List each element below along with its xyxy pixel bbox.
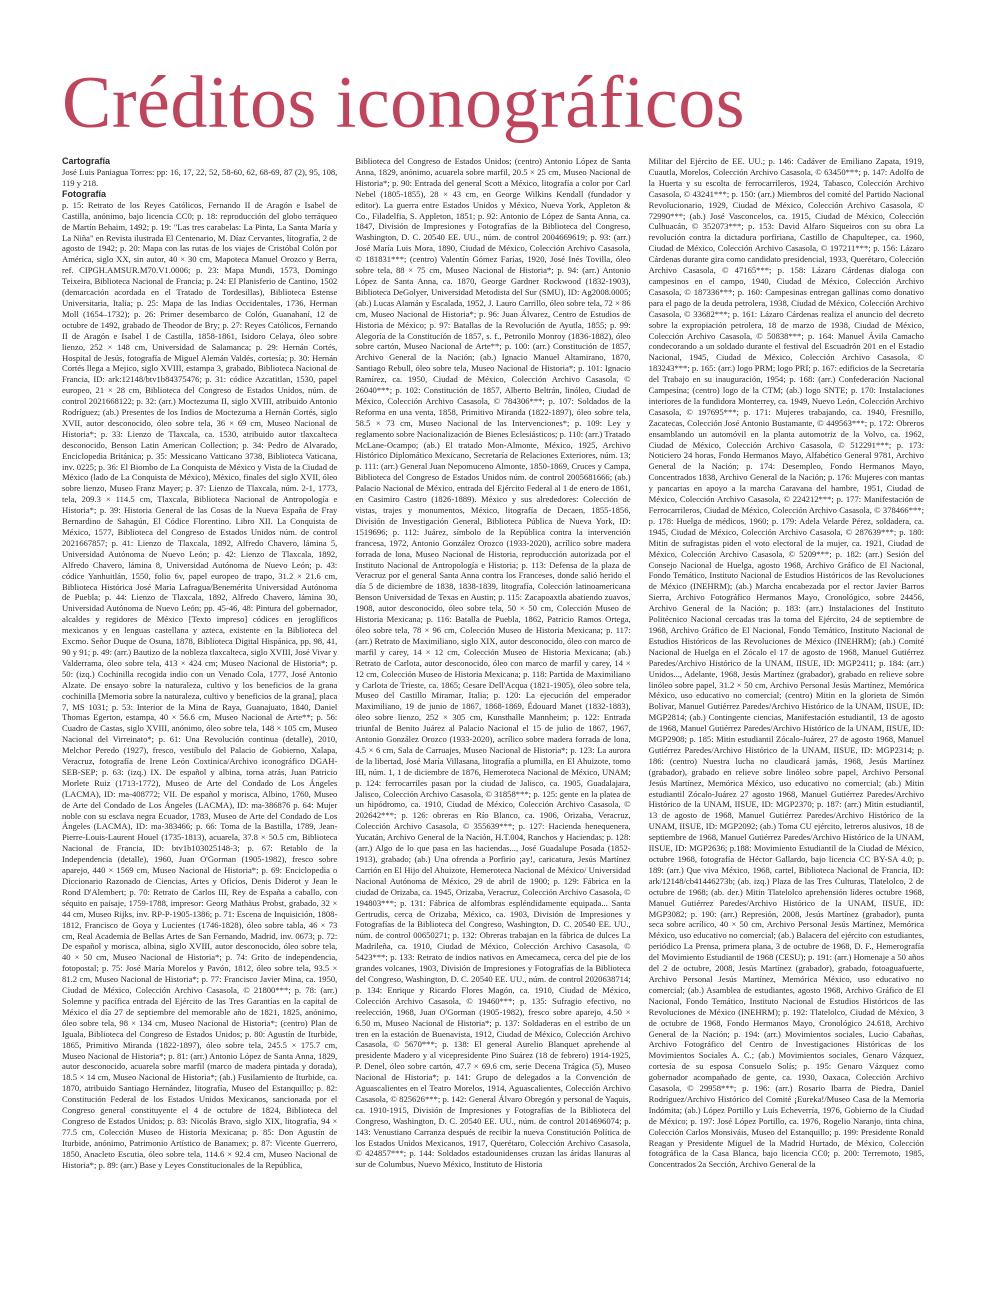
column-1 <box>62 156 337 1268</box>
column-text: Biblioteca del Congreso de Estados Unidos; (centro) Antonio López de Santa Anna, 1829, anónimo, acuarela sobre marfil, 20.5 × 25 cm, Museo Nacional de Historia*; p. 90: Entrada del general Scott a México, litografía a color por Carl Nebel (1805-1855), 28 × 43 cm, en George Wilkins Kendall (fundador y editor). La guerra entre Estados Unidos y México, Nueva York, Appleton & Co., Filadelfia, S. Appleton, 1851; p. 92: Antonio de López de Santa Anna, ca. 1847, División de Impresiones y Fotografías de la Biblioteca del Congreso, Washington, D. C. 20540 EE. UU., núm. de control 2004669619; p. 93: (arr.) José María Luis Mora, 1890, Ciudad de México, Colección Archivo Casasola, © 181831***; (centro) Valentín Gómez Farías, 1920, José Inés Tovilla, óleo sobre tela, 88 × 75 cm, Museo Nacional de Historia*; p. 94: (arr.) Antonio López de Santa Anna, ca. 1870, George Gardner Rockwood (1832-1903), Biblioteca DeGolyer, Universidad Metodista del Sur (SMU), ID: Ag2008.0005; (ab.) Lucas Alamán y Escalada, 1952, J. Lauro Carrillo, óleo sobre tela, 72 × 86 cm, Museo Nacional de Historia*; p. 96: Juan Álvarez, Centro de Estudios de Historia de México; p. 97: Batallas de la Revolución de Ayutla, 1855; p. 99: Alegoría de la Constitución de 1857, s. f., Petronilo Monroy (1836-1882), óleo sobre cartón, Museo Nacional de Arte**; p. 100: (arr.) Constitución de 1857, Archivo General de la Nación; (ab.) Ignacio Manuel Altamirano, 1870, Santiago Rebull, óleo sobre tela, Museo Nacional de Historia*; p. 101: Ignacio Ramírez, ca. 1950, Ciudad de México, Colección Archivo Casasola, © 26040***; p. 102: Constitución de 1857, Alberto Beltrán, linóleo, Ciudad de México, Colección Archivo Casasola, © 784306***; p. 107: Soldados de la Reforma en una venta, 1858, Primitivo Miranda (1822-1897), óleo sobre tela, 58.5 × 73 cm, Museo Nacional de las Intervenciones*; p. 109: Ley y reglamento sobre Nacionalización de Bienes Eclesiásticos; p. 110: (arr.) Tratado McLane-Ocampo; (ab.) El tratado Mon-Almonte, México, 1925, Archivo Histórico Diplomático Mexicano, Secretaría de Relaciones Exteriores, núm. 13; p. 111: (arr.) General Juan Nepomuceno Almonte, 1850-1869, Cruces y Campa, Biblioteca del Congreso de Estados Unidos núm. de control 2005681666; (ab.) Palacio Nacional de México, entrada del Ejército Federal al 1 de enero de 1861, en Casimiro Castro (1826-1889). México y sus alrededores: Colección de vistas, trajes y monumentos, México, litografía de Decaen, 1855-1856, División de Investigación General, Biblioteca Pública de Nueva York, ID: 1519696; p. 112: Juárez, símbolo de la República contra la intervención francesa, 1972, Antonio González Orozco (1933-2020), acrílico sobre madera forrada de lona, Museo Nacional de Historia, reproducción autorizada por el Instituto Nacional de Antropología e Historia; p. 113: Defensa de la plaza de Veracruz por el general Santa Anna contra los Franceses, donde salió herido el día 5 de diciembre de 1838, 1838-1839, litografía, Colección latinoamericana Benson Universidad de Texas en Austin; p. 115: Zacapoaxtla abatiendo zuavos, 1908, autor desconocido, óleo sobre tela, 50 × 50 cm, Colección Museo de Historia Mexicana; p. 116: Batalla de Puebla, 1862, Patricio Ramos Ortega, óleo sobre tela, 78 × 96 cm, Colección Museo de Historia Mexicana; p. 117: (arr.) Retrato de Maximiliano, siglo XIX, autor desconocido, óleo con marco de marfil y carey, 14 × 12 cm, Colección Museo de Historia Mexicana; (ab.) Retrato de Carlota, autor desconocido, óleo con marco de marfil y carey, 14 × 12 cm, Colección Museo de Historia Mexicana; p. 118: Partida de Maximiliano y Carlota de Trieste, ca. 1865; Cesare Dell'Acqua (1821-1905), óleo sobre tela, Museo del Castillo Miramar, Italia; p. 120: La ejecución del emperador Maximiliano, 19 de junio de 1867, 1868-1869, Édouard Manet (1832-1883), óleo sobre lienzo, 252 × 305 cm, Kunsthalle Mannheim; p. 122: Entrada triunfal de Benito Juárez al Palacio Nacional el 15 de julio de 1867, 1967, Antonio González Orozco (1933-2020), acrílico sobre madera forrada de lona, 4.5 × 6 cm, Sala de Carruajes, Museo Nacional de Historia*; p. 123: La aurora de la libertad, José María Villasana, litografía a plumilla, en El Ahuizote, tomo III, núm. 1, 1 de diciembre de 1876, Hemeroteca Nacional de México, UNAM; p. 124: ferrocarriles pasan por la ciudad de Jalisco, ca. 1905, Guadalajara, Jalisco, Colección Archivo Casasola, © 31858***; p. 125: gente en la platea de un hipódromo, ca. 1910, Ciudad de México, Colección Archivo Casasola, © 202642***; p. 126: obreras en Río Blanco, ca. 1906, Orizaba, Veracruz, Colección Archivo Casasola, © 355639***; p. 127: Hacienda henequenera, Yucatán, Archivo General de la Nación, H.T.004, Ranchos y Haciendas; p. 128: (arr.) Algo de lo que pasa en las haciendas..., José Guadalupe Posada (1852-1913), grabado; (ab.) Una ofrenda a Porfirio ¡ay!, caricatura, Jesús Martínez Carrión en El Hijo del Ahuizote, Hemeroteca Nacional de México/ Universidad Nacional Autónoma de México, 29 de abril de 1900; p. 129: Fábrica en la ciudad de Orizaba, ca. 1945, Orizaba, Veracruz, Colección Archivo Casasola, © 194803***; p. 131: Fábrica de alfombras espléndidamente equipada... Santa Gertrudis, cerca de Orizaba, México, ca. 1903, División de Impresiones y Fotografías de la Biblioteca del Congreso, Washington, D. C. 20540 EE. UU., núm. de control 00650271; p. 132: Obreras trabajan en la fábrica de dulces La Madrileña, ca. 1910, Ciudad de México, Colección Archivo Casasola, © 5423***; p. 133: Retrato de indios nativos en Amecameca, cerca del pie de los grandes volcanes, 1903, División de Impresiones y Fotografías de la Biblioteca del Congreso, Washington, D. C. 20540 EE. UU., núm. de control 2020638714; p. 134: Enrique y Ricardo Flores Magón, ca. 1910, Ciudad de México, Colección Archivo Casasola, © 19460***; p. 135: Sufragio efectivo, no reelección, 1968, Juan O'Gorman (1905-1982), fresco sobre aparejo, 4.50 × 6.50 m, Museo Nacional de Historia*; p. 137: Soldaderas en el estribo de un tren en la estación de Buenavista, 1912, Ciudad de México, Colección Archivo Casasola, © 5670***; p. 138: El general Aurelio Blanquet aprehende al presidente Madero y al vicepresidente Pino Suárez (18 de febrero) 1914-1925, P. Denel, óleo sobre cartón, 47.7 × 69.6 cm, serie Decena Trágica (5), Museo Nacional de Historia*; p. 141: Grupo de delegados a la Convención de Aguascalientes en el Teatro Morelos, 1914, Aguascalientes, Colección Archivo Casasola, © 825626***; p. 142: General Álvaro Obregón y personal de Yaquis, ca. 1910-1915, División de Impresiones y Fotografías de la Biblioteca del Congreso, Washington, D. C. 20540 EE. UU., núm. de control 2014696074; p. 143: Venustiano Carranza después de recibir la nueva Constitución Política de los Estados Unidos Mexicanos, 1917, Querétaro, Colección Archivo Casasola, © 424857***; p. 144: Soldados estadounidenses cruzan las áridas llanuras al sur de Columbus, Nuevo México, Instituto de Historia <box>355 156 631 1170</box>
section-text-cartografia: José Luis Paniagua Torres: pp: 16, 17, 22, 52, 58-60, 62, 68-69, 87 (2), 95, 108, 119 y 218. <box>62 167 338 188</box>
column-2 <box>355 156 630 1268</box>
page-title: Créditos iconográficos <box>62 62 745 144</box>
section-heading-fotografia: Fotografía <box>62 188 106 199</box>
column-text: p. 15: Retrato de los Reyes Católicos, Fernando II de Aragón e Isabel de Castilla, anónimo, bajo licencia CC0; p. 18: reproducción del globo terráqueo de Martín Behaim, 1492; p. 19: "Las tres carabelas: La Pinta, La Santa María y La Niña" en Revista ilustrada El Centenario, M. Díaz Cervantes, litografía, 2 de agosto de 1942; p. 20: Mapa con las rutas de los viajes de Cristóbal Colón por América, siglo XX, sin autor, 40 × 30 cm, Mapoteca Manuel Orozco y Berra, ref. CIPGH.AMSUR.M70.V1.0006; p. 23: Mapa Mundi, 1573, Domingo Teixeira, Biblioteca Nacional de Francia; p. 24: El Planisferio de Cantino, 1502 (demarcación acordada en el Tratado de Tordesillas), Biblioteca Estense Universitaria, Italia; p. 25: Mapa de las Indias Occidentales, 1736, Herman Moll (1654–1732); p. 26: Primer desembarco de Colón, Guanahaní, 12 de octubre de 1492, grabado de Theodor de Bry; p. 27: Reyes Católicos, Fernando II de Aragón e Isabel I de Castilla, 1858-1861, Isidoro Celaya, óleo sobre lienzo, 252 × 148 cm, Universidad de Salamanca; p. 29: Hernán Cortés, Hospital de Jesús, fotografía de Miguel Alemán Valdés, cortesía; p. 30: Hernán Cortés llega a Mejico, siglo XVIII, estampa 3, grabado, Biblioteca Nacional de Francia, ID: ark:12148/btv1b84375476; p. 31: códice Azcatitlan, 1530, papel europeo, 21 × 28 cm, Biblioteca del Congreso de Estados Unidos, núm. de control 2021668122; p. 32: (arr.) Moctezuma II, siglo XVIII, atribuido Antonio Rodríguez; (ab.) Presentes de los Indios de Moctezuma a Hernán Cortés, siglo XVII, autor desconocido, óleo sobre tela, 36 × 69 cm, Museo Nacional de Historia*; p. 33: Lienzo de Tlaxcala, ca. 1530, atribuido autor tlaxcalteca desconocido, Benson Latin American Collection; p. 34: Pedro de Alvarado, Enciclopedia Británica; p. 35: Messicano Vatticano 3738, Biblioteca Vaticana, inv. 0225; p. 36: El Biombo de La Conquista de México y Vista de la Ciudad de México (lado de La Conquista de México), México, finales del siglo XVII, óleo sobre lienzo, Museo Franz Mayer; p. 37: Lienzo de Tlaxcala, núm. 2-1, 1773, tela, 209.3 × 114.5 cm, Tlaxcala, Biblioteca Nacional de Antropología e Historia*; p. 39: Historia General de las Cosas de la Nueva España de Fray Bernardino de Sahagún, El Códice Florentino. Libro XII. La Conquista de México, 1577, Biblioteca del Congreso de Estados Unidos núm. de control 2021667857; p. 41: Lienzo de Tlaxcala, 1892, Alfredo Chavero, lámina 5, Universidad Autónoma de Nuevo León; p. 42: Lienzo de Tlaxcala, 1892, Alfredo Chavero, lámina 8, Universidad Autónoma de Nuevo León; p. 43: códice Yanhuitlán, 1550, folio 6v, papel europeo de trapo, 31.2 × 21.6 cm, Biblioteca Histórica José María Lafragua/Benemérita Universidad Autónoma de Puebla; p. 44: Lienzo de Tlaxcala, 1892, Alfredo Chavero, lámina 30, Universidad Autónoma de Nuevo León; pp. 45-46, 48: Pintura del gobernador, alcaldes y regidores de México [Texto impreso] códices en jeroglíficos mexicanos y en lenguas castellana y azteca, existente en la Biblioteca del Excmo. Señor Duque de Osuna, 1878, Biblioteca Digital Hispánica, pp. 98, 41, 90 y 91; p. 49: (arr.) Bautizo de la nobleza tlaxcalteca, siglo XVIII, José Vivar y Valderrama, óleo sobre tela, 413 × 424 cm; Museo Nacional de Historia*; p. 50: (izq.) Cochinilla recogida indio con un Venado Cola, 1777, José Antonio Alzate. De ensayo sobre la naturaleza, cultivo y los beneficios de la grana cochinilla [Memoria sobre la naturaleza, cultivo y beneficios de la grana], placa 7, MS 1031; p. 53: Interior de la Mina de Raya, Guanajuato, 1840, Daniel Thomas Egerton, estampa, 40 × 56.6 cm, Museo Nacional de Arte**; p. 56: Cuadro de Castas, siglo XVIII, anónimo, óleo sobre tela, 148 × 105 cm, Museo Nacional del Virreinato*; p. 61: Una Revolución continua (detalle), 2010, Melchor Peredo (1927), fresco, vestíbulo del Palacio de Gobierno, Xalapa, Veracruz, fotografía de Irene León Coxtinica/Archivo iconográfico DGAH-SEB-SEP; p. 63: (izq.) IX. De español y albina, torna atrás, Juan Patricio Morlete Ruiz (1713-1772), Museo de Arte del Condado de Los Ángeles (LACMA), ID: ma-408772; VII. De español y morisca, Albino, 1760, Museo de Arte del Condado de Los Ángeles (LACMA), ID: ma-386876 p. 64: Mujer noble con su esclava negra Ecuador, 1783, Museo de Arte del Condado de Los Ángeles (LACMA), ID: ma-383466; p. 66: Toma de la Bastilla, 1789, Jean-Pierre-Louis-Laurent Houel (1735-1813), acuarela, 37.8 × 50.5 cm, Biblioteca Nacional de Francia, ID: btv1b103025148-3; p. 67: Retablo de la Independencia (detalle), 1960, Juan O'Gorman (1905-1982), fresco sobre aparejo, 440 × 1569 cm, Museo Nacional de Historia*; p. 69: Enciclopedia o Diccionario Razonado de Ciencias, Artes y Oficios, Denis Diderot y Jean le Rond D'Alembert; p. 70: Retrato de Carlos III, Rey de España a caballo, con séquito en paisaje, 1759-1788, impresor: Georg Mathäus Probst, grabado, 32 × 44 cm, Museo Rijks, inv. RP-P-1905-1386; p. 71: Escena de Inquisición, 1808-1812, Francisco de Goya y Lucientes (1746-1828), óleo sobre tabla, 46 × 73 cm, Real Academia de Bellas Artes de San Fernando, Madrid, inv. 0673; p. 72: De español y morisca, albina, siglo XVIII, autor desconocido, óleo sobre tela, 40 × 50 cm, Museo Nacional de Historia*; p. 74: Grito de independencia, fotopostal; p. 75: José María Morelos y Pavón, 1812, óleo sobre tela, 93.5 × 81.2 cm, Museo Nacional de Historia*; p. 77: Francisco Javier Mina, ca. 1950, Ciudad de México, Colección Archivo Casasola, © 21800***; p. 78: (arr.) Solemne y pacífica entrada del Ejército de las Tres Garantías en la capital de México el día 27 de septiembre del memorable año de 1821, 1825, anónimo, óleo sobre tela, 98 × 134 cm, Museo Nacional de Historia*; (centro) Plan de Iguala, Biblioteca del Congreso de Estados Unidos; p. 80: Agustín de Iturbide, 1865, Primitivo Miranda (1822-1897), óleo sobre tela, 245.5 × 175.7 cm, Museo Nacional de Historia*; p. 81: (arr.) Antonio López de Santa Anna, 1829, autor desconocido, acuarela sobre marfil (marco de madera pintada y dorada), 18.5 × 14 cm, Museo Nacional de Historia*; (ab.) Fusilamiento de Iturbide, ca. 1870, atribuido Santiago Hernández, litografía, Museo del Estanquillo; p. 82: Constitución Federal de los Estados Unidos Mexicanos, sancionada por el Congreso general constituyente el 4 de octubre de 1824, Biblioteca del Congreso de Estados Unidos; p. 83: Nicolás Bravo, siglo XIX, litografía, 94 × 77.5 cm, Colección Museo de Historia Mexicana; p. 85: Don Agustín de Iturbide, anónimo, Patrimonio Artístico de Banamex; p. 87: Vicente Guerrero, 1850, Anacleto Escutia, óleo sobre tela, 114.6 × 92.4 cm, Museo Nacional de Historia*; p. 89: (arr.) Base y Leyes Constitucionales de la República, <box>62 199 338 1170</box>
section-heading-cartografia: Cartografía <box>62 156 111 166</box>
credits-columns <box>62 156 924 1268</box>
column-text: Militar del Ejército de EE. UU.; p. 146: Cadáver de Emiliano Zapata, 1919, Cuautla, Morelos, Colección Archivo Casasola, © 63450***; p. 147: Adolfo de la Huerta y su escolta de ferrocarrileros, 1924, Tabasco, Colección Archivo Casasola, © 43241***; p. 150: (arr.) Miembros del comité del Partido Nacional Revolucionario, 1929, Ciudad de México, Colección Archivo Casasola, © 72990***; (ab.) José Vasconcelos, ca. 1915, Ciudad de México, Colección Culhuacán, © 352073***; p. 153: David Alfaro Siqueiros con su obra La revolución contra la dictadura porfiriana, Castillo de Chapultepec, ca. 1960, Ciudad de México, Colección Archivo Casasola, © 197211***; p. 156: Lázaro Cárdenas durante gira como candidato presidencial, 1933, Querétaro, Colección Archivo Casasola, © 47165***; p. 158: Lázaro Cárdenas dialoga con campesinos en el campo, 1940, Ciudad de México, Colección Archivo Casasola, © 187336***; p. 160: Campesinas entregan gallinas como donativo para el pago de la deuda petrolera, 1938, Ciudad de México, Colección Archivo Casasola, © 33682***; p. 161: Lázaro Cárdenas realiza el anuncio del decreto sobre la expropiación petrolera, 18 de marzo de 1938, Ciudad de México, Colección Archivo Casasola, © 50838***; p. 164: Manuel Ávila Camacho condecorando a un soldado durante el festival del Escuadrón 201 en el Estadio Nacional, 1945, Ciudad de México, Colección Archivo Casasola, © 183243***; p. 165: (arr.) logo PRM; logo PRI; p. 167: edificios de la Secretaría del Trabajo en su inauguración, 1954; p. 168: (arr.) Confederación Nacional Campesina; (centro) logo de la CTM; (ab.) logo SNTE; p. 170: Instalaciones interiores de la fundidora Monterrey, ca. 1949, Nuevo León, Colección Archivo Casasola, © 197695***; p. 171: Mujeres trabajando, ca. 1940, Fresnillo, Zacatecas, Colección José Antonio Bustamante, © 449563***; p. 172: Obreros ensamblando un automóvil en la planta automotriz de la Volvo, ca. 1962, Ciudad de México, Colección Archivo Casasola, © 512291***; p. 173: Noticiero 24 horas, Fondo Hermanos Mayo, Alfabético General 9781, Archivo General de la Nación; p. 174: Desempleo, Fondo Hermanos Mayo, Concentrados 1838, Archivo General de la Nación; p. 176: Mujeres con mantas y pancartas en apoyo a la marcha Caravana del hambre, 1951, Ciudad de México, Colección Archivo Casasola, © 224212***; p. 177: Manifestación de Ferrocarrileros, Ciudad de México, Colección Archivo Casasola, © 378466***; p. 178: Huelga de médicos, 1960; p. 179: Adela Velarde Pérez, soldadera, ca. 1945, Ciudad de México, Colección Archivo Casasola, © 287639***; p. 180: Mitin de sufragistas piden el voto electoral de la mujer, ca. 1921, Ciudad de México, Colección Archivo Casasola, © 5209***; p. 182: (arr.) Sesión del Consejo Nacional de Huelga, agosto 1968, Archivo Gráfico de El Nacional, Fondo Temático, Instituto Nacional de Estudios Históricos de las Revoluciones de México (INEHRM); (ab.) Marcha encabezada por el rector Javier Barros Sierra, Archivo Fotográfico Hermanos Mayo, Cronológico, sobre 24456, Archivo General de la Nación; p. 183: (arr.) Instalaciones del Instituto Politécnico Nacional cercadas tras la toma del Ejército, 24 de septiembre de 1968, Archivo Gráfico de El Nacional, Fondo Temático, Instituto Nacional de Estudios Históricos de las Revoluciones de México (INEHRM); (ab.) Comité Nacional de Huelga en el Zócalo el 17 de agosto de 1968, Manuel Gutiérrez Paredes/Archivo Histórico de la UNAM, IISUE, ID: MGP2411; p. 184: (arr.) Unidos..., Adelante, 1968, Jesús Martínez (grabador), grabado en relieve sobre linóleo sobre papel, 31.2 × 50 cm, Archivo Personal Jesús Martínez, Memórica México, uso educativo no comercial; (centro) Mitin en la glorieta de Simón Bolívar, Manuel Gutiérrez Paredes/Archivo Histórico de la UNAM, IISUE, ID: MGP2814; (ab.) Contingente ciencias, Manifestación estudiantil, 13 de agosto de 1968, Manuel Gutiérrez Paredes/Archivo Histórico de la UNAM, IISUE, ID: MGP2908; p. 185: Mitin estudiantil Zócalo-Juárez, 27 de agosto 1968, Manuel Gutiérrez Paredes/Archivo Histórico de la UNAM, IISUE, ID: MGP2314; p. 186: (centro) Nuestra lucha no claudicará jamás, 1968, Jesús Martínez (grabador), grabado en relieve sobre linóleo sobre papel, Archivo Personal Jesús Martínez, Memórica México, uso educativo no comercial; (ab.) Mitin estudiantil Zócalo-Juárez 27 agosto 1968, Manuel Gutiérrez Paredes/Archivo Histórico de la UNAM, IISUE, ID: MGP2370; p. 187: (arr.) Mitin estudiantil, 13 de agosto de 1968, Manuel Gutiérrez Paredes/Archivo Histórico de la UNAM, IISUE, ID: MGP2092; (ab.) Toma CU ejército, letreros alusivos, 18 de septiembre de 1968, Manuel Gutiérrez Paredes/Archivo Histórico de la UNAM, IISUE, ID: MGP2636; p.188: Movimiento Estudiantil de la Ciudad de México, octubre 1968, fotografía de Héctor Gallardo, bajo licencia CC BY-SA 4.0; p. 189: (arr.) Que viva México, 1968, cartel, Biblioteca Nacional de Francia, ID: ark/12148/cb41446273b; (ab. izq.) Plaza de las Tres Culturas, Tlatelolco, 2 de octubre de 1968; (ab. der.) Mitin Tlatelolco aprehensión líderes octubre 1968, Manuel Gutiérrez Paredes/Archivo Histórico de la UNAM, IISUE, ID: MGP3082; p. 190: (arr.) Represión, 2008, Jesús Martínez (grabador), punta seca sobre acrílico, 40 × 50 cm, Archivo Personal Jesús Martínez, Memórica México, uso educativo no comercial; (ab.) Balacera del ejército con estudiantes, periódico La Prensa, primera plana, 3 de octubre de 1968, D. F., Hemerografía del Movimiento Estudiantil de 1968 (CESU); p. 191: (arr.) Homenaje a 50 años del 2 de octubre, 2008, Jesús Martínez (grabador), grabado, fotoaguafuerte, Archivo Personal Jesús Martínez, Memórica México, uso educativo no comercial; (ab.) Asamblea de estudiantes, agosto 1968, Archivo Gráfico de El Nacional, Fondo Temático, Instituto Nacional de Estudios Históricos de las Revoluciones de México (INEHRM); p. 192: Tlatelolco, Ciudad de México, 3 de octubre de 1968, Fondo Hermanos Mayo, Cronológico 24.618, Archivo General de la Nación; p. 194: (arr.) Movimientos sociales, Lucio Cabañas, Archivo Fotográfico del Centro de Investigaciones Históricas de los Movimientos Sociales A. C.; (ab.) Movimientos sociales, Genaro Vázquez, cortesía de su esposa Consuelo Solís; p. 195: Genaro Vázquez como gobernador acompañado de gente, ca. 1930, Oaxaca, Colección Archivo Casasola, © 29958***; p. 196: (arr.) Rosario Ibarra de Piedra, Daniel Rodríguez/Archivo Histórico del Comité ¡Eureka!/Museo Casa de la Memoria Indómita; (ab.) López Portillo y Luis Echeverría, 1976, Gobierno de la Ciudad de México; p. 197: José López Portillo, ca. 1976, Rogelio Naranjo, tinta china, Colección Carlos Monsiváis, Museo del Estanquillo; p. 199: Presidente Ronald Reagan y Presidente Miguel de la Madrid Hurtado, de México, Colección fotográfica de la Casa Blanca, bajo licencia CC0; p. 200: Terremoto, 1985, Concentrados 2a Sección, Archivo General de la <box>648 156 924 1170</box>
column-3 <box>649 156 924 1268</box>
